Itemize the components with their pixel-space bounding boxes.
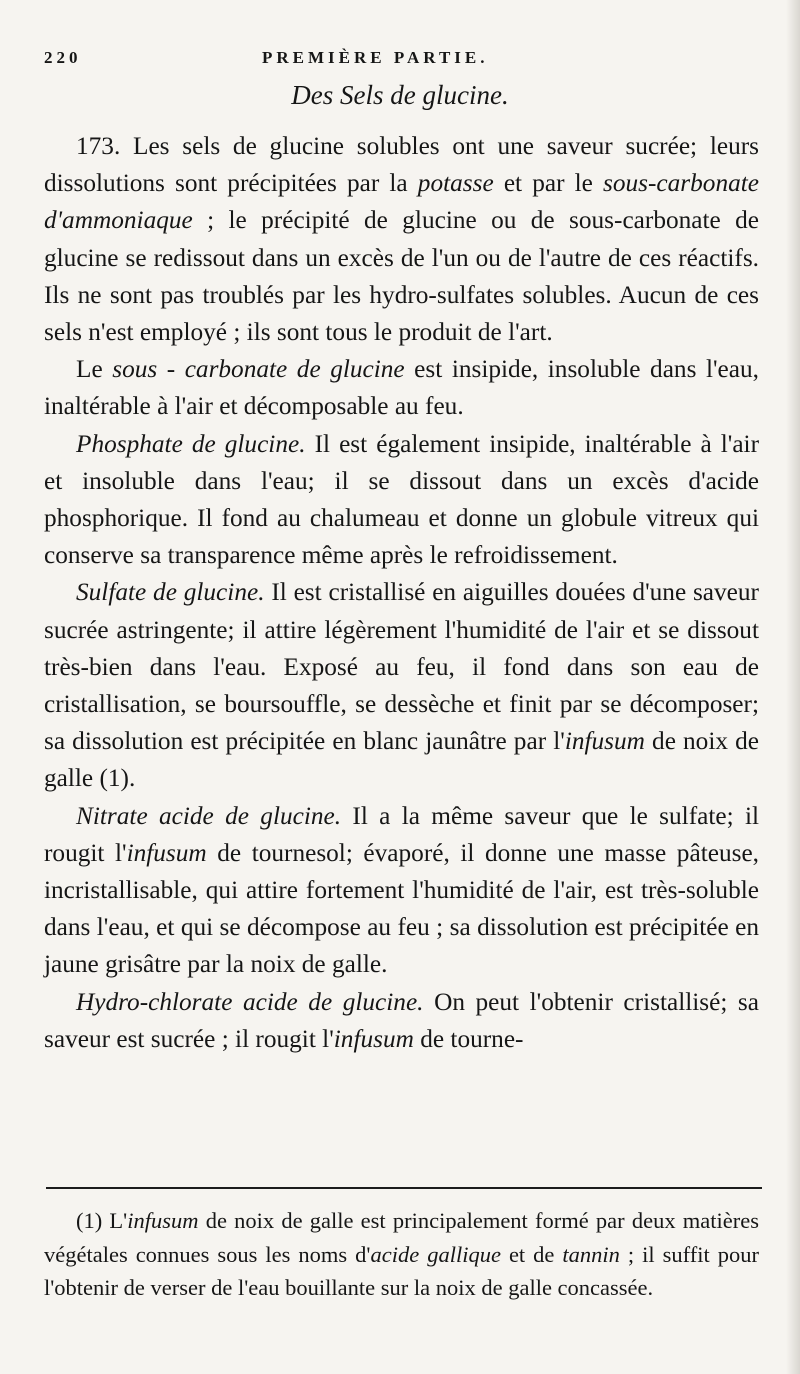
text-run: Il est cristallisé en aiguilles douées d'une saveur sucrée astringente; il attire légèrement l'humidité de l'air et se dissout très-bien dans l'eau. Exposé au feu, il fond dans son eau de cristallisation, se boursouffle, se dessèche et finit par se décomposer; sa dissolution est précipitée en blanc jaunâtre par l' <box>44 578 759 756</box>
text-run: On peut l'obtenir cristallisé; sa saveur est sucrée ; il rougit l' <box>44 987 759 1053</box>
italic-term: infusum <box>127 1208 199 1233</box>
text-run: de noix de galle (1). <box>44 727 759 793</box>
paragraph-sulfate <box>44 574 759 797</box>
italic-term: infusum <box>126 838 207 867</box>
italic-heading: Sulfate de glucine. <box>76 578 265 607</box>
paragraph-phosphate <box>44 426 759 575</box>
footnote-1 <box>44 1204 759 1305</box>
text-run: et par le <box>493 169 604 198</box>
page-number: 220 <box>44 48 82 67</box>
text-run: de tourne- <box>413 1024 524 1053</box>
page-gutter-shadow <box>786 0 800 1374</box>
footnote <box>44 1204 759 1305</box>
italic-term: tannin <box>562 1241 620 1267</box>
text-run: 173. Les sels de glucine solubles ont une saveur sucrée; leurs dissolutions sont précipitées par la <box>44 132 759 198</box>
italic-term: infusum <box>564 727 645 756</box>
italic-heading: Phosphate de glucine. <box>76 429 306 458</box>
text-run: Le <box>76 355 113 384</box>
text-run: de noix de galle est principalement formé par deux matières végétales connues sous les noms d' <box>44 1208 759 1267</box>
text-run: ; il suffit pour l'obtenir de verser de l'eau bouillante sur la noix de galle concassée. <box>44 1241 759 1300</box>
text-run: et de <box>500 1241 563 1267</box>
italic-term: sous-carbonate d'ammoniaque <box>44 169 759 235</box>
italic-heading: Hydro-chlorate acide de glucine. <box>76 987 424 1016</box>
italic-term: infusum <box>333 1024 414 1053</box>
paragraph-nitrate <box>44 798 759 984</box>
paragraph-hydro-chlorate <box>44 984 759 1058</box>
text-run: (1) L' <box>76 1208 128 1233</box>
paragraph-173 <box>44 128 759 351</box>
text-run: Il est également insipide, inaltérable à l'air et insoluble dans l'eau; il se dissout dans un excès d'acide phosphorique. Il fond au chalumeau et donne un globule vitreux qui conserve sa transparence même après le refroidissement. <box>44 429 759 570</box>
text-run: Il a la même saveur que le sulfate; il rougit l' <box>44 801 760 867</box>
footnote-rule <box>46 1187 762 1189</box>
text-run: ; le précipité de glucine ou de sous-carbonate de glucine se redissout dans un excès de l'un ou de l'autre de ces réactifs. Ils ne sont pas troublés par les hydro-sulfates solubles. Aucun de ces sels n'est employé ; ils sont tous le produit de l'art. <box>44 206 759 347</box>
paragraph-sous-carbonate <box>44 351 759 425</box>
italic-heading: Nitrate acide de glucine. <box>76 801 342 830</box>
italic-term: sous - carbonate de glucine <box>112 355 405 384</box>
text-run: de tournesol; évaporé, il donne une masse pâteuse, incristallisable, qui attire fortement l'humidité de l'air, est très-soluble dans l'eau, et qui se décompose au feu ; sa dissolution est précipitée en jaune grisâtre par la noix de galle. <box>44 838 759 979</box>
italic-term: potasse <box>417 169 494 198</box>
section-title: Des Sels de glucine. <box>291 80 509 110</box>
text-run: est insipide, insoluble dans l'eau, inaltérable à l'air et décomposable au feu. <box>44 355 759 421</box>
italic-term: acide gallique <box>370 1241 501 1267</box>
running-head <box>44 40 764 74</box>
body-text <box>44 128 759 1058</box>
running-title: PREMIÈRE PARTIE. <box>262 48 489 67</box>
